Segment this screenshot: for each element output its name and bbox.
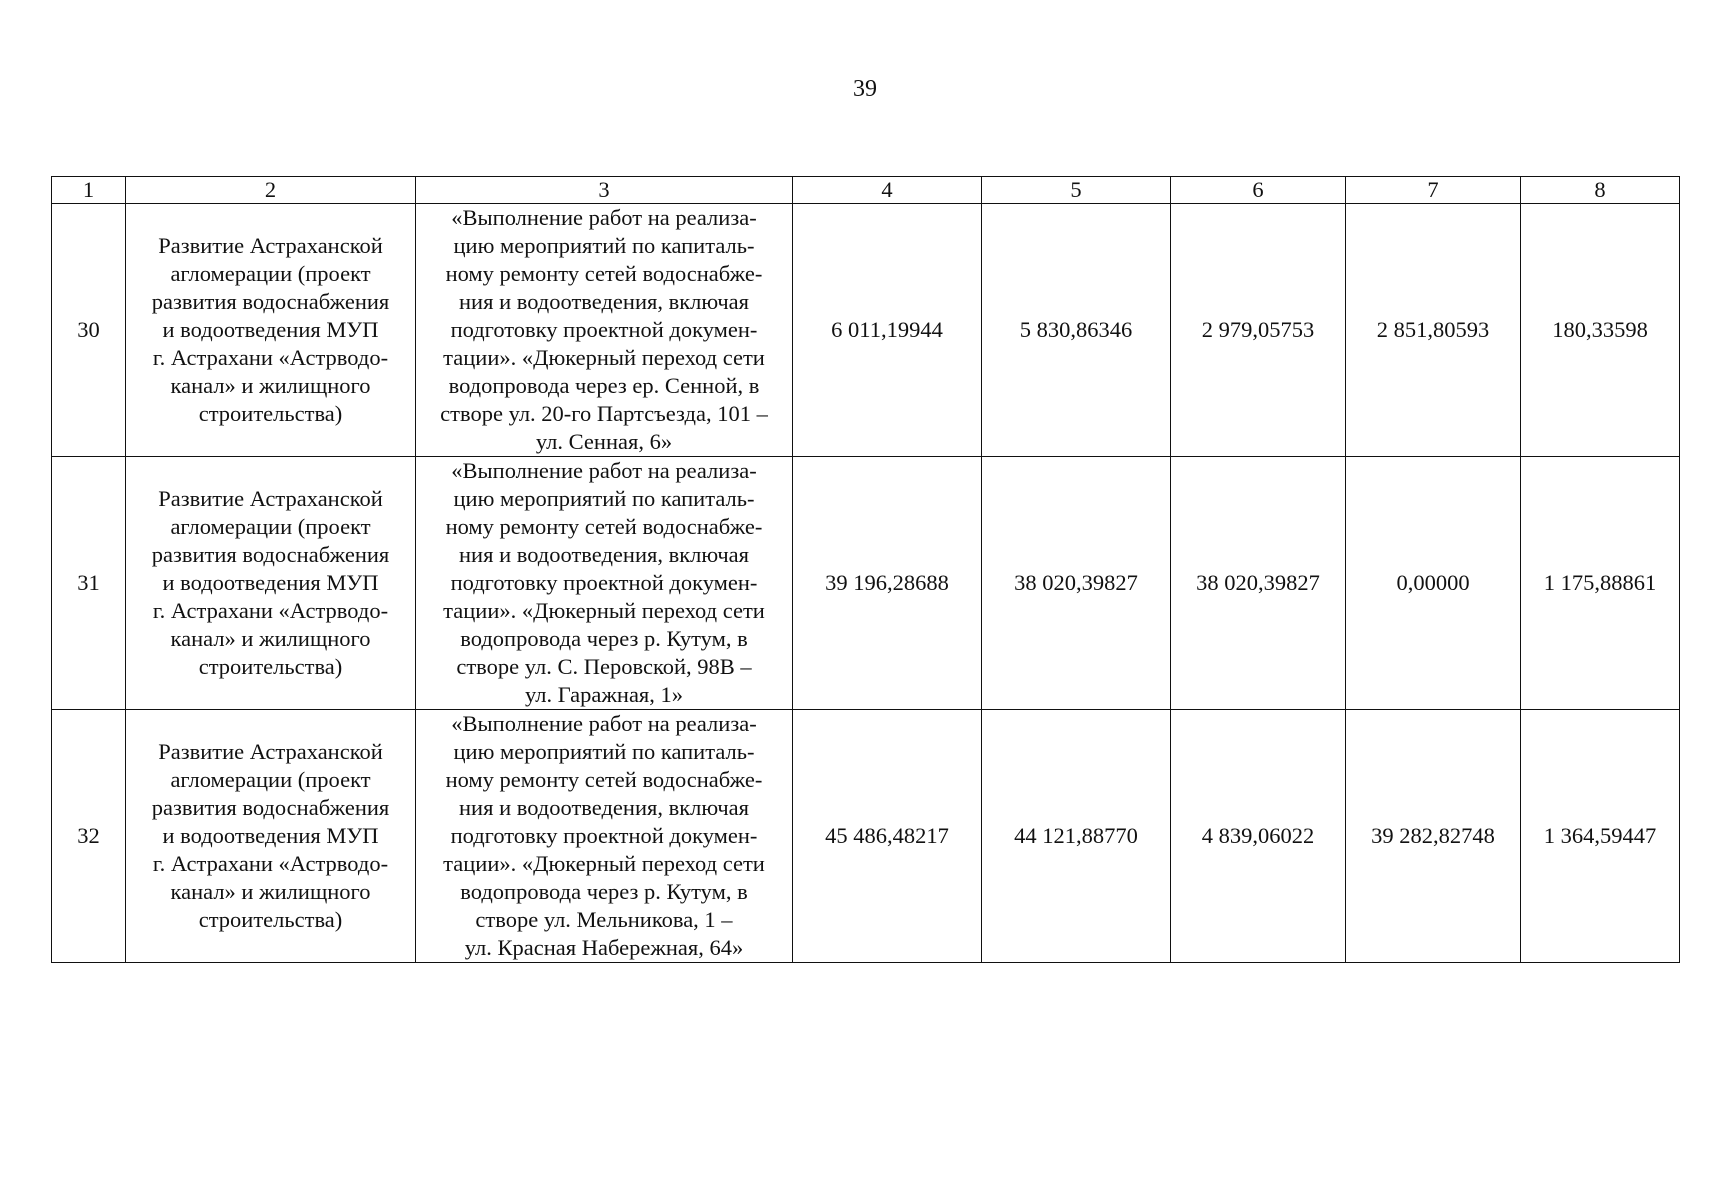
data-table xyxy=(51,176,1680,963)
value-cell-col5: 38 020,39827 xyxy=(982,457,1171,710)
project-name-cell: Развитие Астраханской агломерации (проект развития водоснабжения и водоотведения МУП г. Астрахани «Астрводо- канал» и жилищного строительства) xyxy=(126,457,416,710)
column-header-3: 3 xyxy=(416,177,793,204)
work-description-cell: «Выполнение работ на реализа- цию мероприятий по капиталь- ному ремонту сетей водоснабже- ния и водоотведения, включая подготовку проектной докумен- тации». «Дюкерный переход сети водопровода через р. Кутум, в створе ул. С. Перовской, 98В – ул. Гаражная, 1» xyxy=(416,457,793,710)
work-description-cell: «Выполнение работ на реализа- цию мероприятий по капиталь- ному ремонту сетей водоснабже- ния и водоотведения, включая подготовку проектной докумен- тации». «Дюкерный переход сети водопровода через р. Кутум, в створе ул. Мельникова, 1 – ул. Красная Набережная, 64» xyxy=(416,710,793,963)
value-cell-col4: 45 486,48217 xyxy=(793,710,982,963)
column-header-8: 8 xyxy=(1521,177,1680,204)
row-number-cell: 32 xyxy=(52,710,126,963)
column-header-6: 6 xyxy=(1171,177,1346,204)
column-header-4: 4 xyxy=(793,177,982,204)
value-cell-col7: 39 282,82748 xyxy=(1346,710,1521,963)
column-header-7: 7 xyxy=(1346,177,1521,204)
value-cell-col8: 180,33598 xyxy=(1521,204,1680,457)
table-row xyxy=(52,457,1680,710)
value-cell-col6: 4 839,06022 xyxy=(1171,710,1346,963)
column-header-5: 5 xyxy=(982,177,1171,204)
header-row xyxy=(52,177,1680,204)
table-row xyxy=(52,204,1680,457)
value-cell-col8: 1 364,59447 xyxy=(1521,710,1680,963)
page-number: 39 xyxy=(853,76,877,102)
value-cell-col4: 6 011,19944 xyxy=(793,204,982,457)
value-cell-col4: 39 196,28688 xyxy=(793,457,982,710)
row-number-cell: 31 xyxy=(52,457,126,710)
column-header-1: 1 xyxy=(52,177,126,204)
table-row xyxy=(52,710,1680,963)
project-name-cell: Развитие Астраханской агломерации (проект развития водоснабжения и водоотведения МУП г. Астрахани «Астрводо- канал» и жилищного строительства) xyxy=(126,710,416,963)
value-cell-col5: 5 830,86346 xyxy=(982,204,1171,457)
column-header-2: 2 xyxy=(126,177,416,204)
row-number-cell: 30 xyxy=(52,204,126,457)
work-description-cell: «Выполнение работ на реализа- цию мероприятий по капиталь- ному ремонту сетей водоснабже- ния и водоотведения, включая подготовку проектной докумен- тации». «Дюкерный переход сети водопровода через ер. Сенной, в створе ул. 20-го Партсъезда, 101 – ул. Сенная, 6» xyxy=(416,204,793,457)
value-cell-col7: 2 851,80593 xyxy=(1346,204,1521,457)
value-cell-col7: 0,00000 xyxy=(1346,457,1521,710)
value-cell-col6: 2 979,05753 xyxy=(1171,204,1346,457)
value-cell-col6: 38 020,39827 xyxy=(1171,457,1346,710)
value-cell-col5: 44 121,88770 xyxy=(982,710,1171,963)
value-cell-col8: 1 175,88861 xyxy=(1521,457,1680,710)
project-name-cell: Развитие Астраханской агломерации (проект развития водоснабжения и водоотведения МУП г. Астрахани «Астрводо- канал» и жилищного строительства) xyxy=(126,204,416,457)
